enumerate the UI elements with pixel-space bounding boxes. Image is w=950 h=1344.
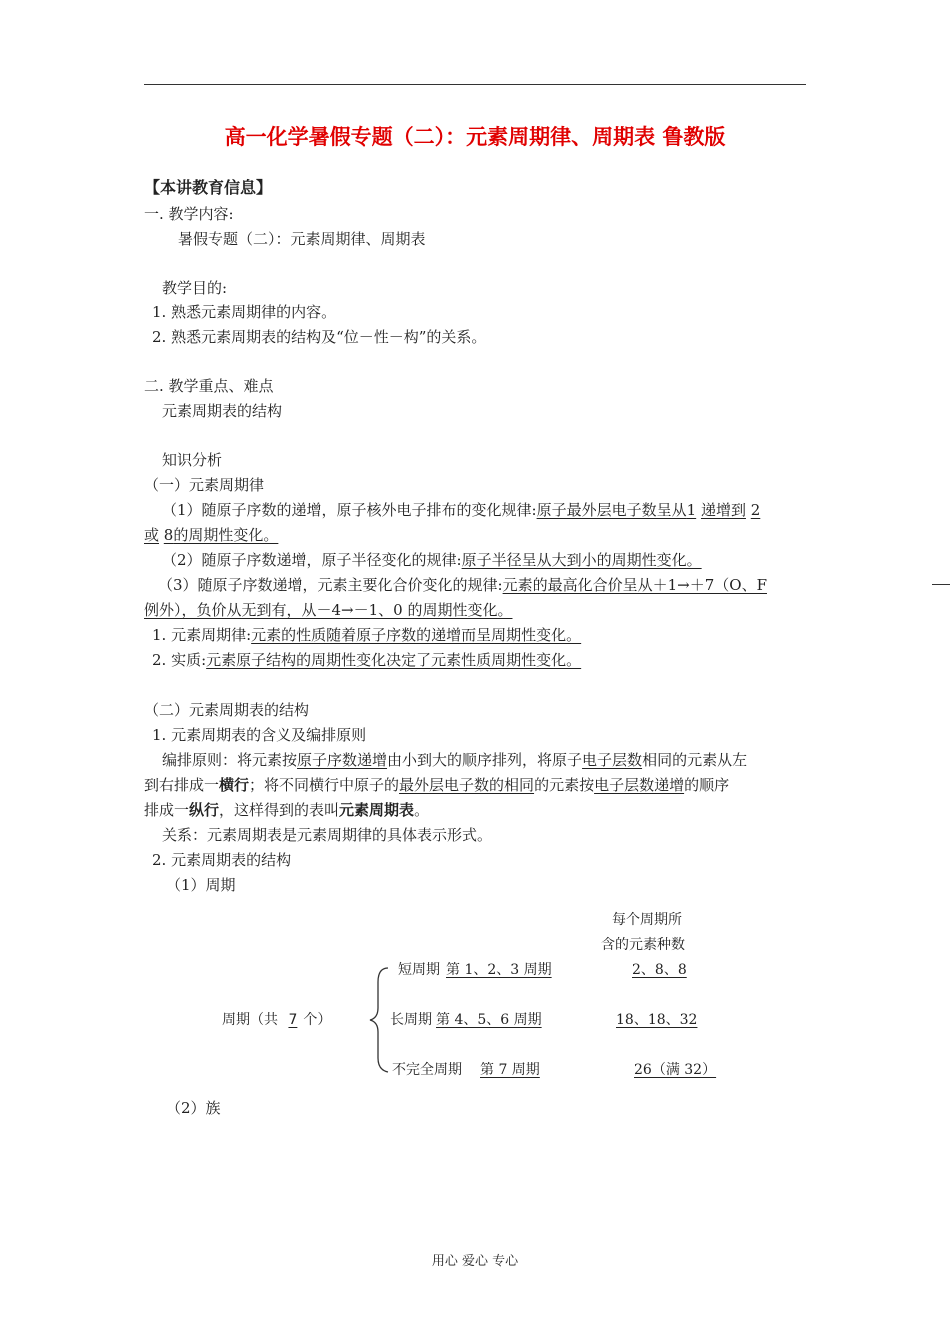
law-item-1-or: 或: [144, 526, 160, 544]
long-period-range: 第 4、5、6 周期: [436, 1012, 542, 1028]
short-period-range: 第 1、2、3 周期: [446, 962, 552, 978]
principle-text-2c: 的元素按: [534, 776, 595, 794]
principle-answer-2: 电子层数: [582, 751, 643, 769]
principle-line-2: [144, 775, 729, 795]
law-item-1-line1: [162, 500, 760, 520]
goal-2: 2. 熟悉元素周期表的结构及“位－性－构”的关系。: [152, 328, 487, 346]
subheading-meaning: 1. 元素周期表的含义及编排原则: [152, 726, 367, 744]
subheading-period: （1）周期: [166, 876, 236, 894]
heading-teaching-goal: 教学目的:: [162, 279, 228, 297]
diagram-root-unit: 个）: [303, 1012, 332, 1028]
law-item-1-intro: （1）随原子序数的递增，原子核外电子排布的变化规律:: [162, 501, 537, 519]
heading-key-points: 二. 教学重点、难点: [144, 377, 274, 395]
law-item-3-intro: （3）随原子序数递增，元素主要化合价变化的规律:: [158, 576, 503, 594]
law-item-3-answer-2: 例外），负价从无到有，从－4→－1、0 的周期性变化。: [144, 601, 513, 619]
essence-answer: 元素原子结构的周期性变化决定了元素性质周期性变化。: [206, 651, 582, 669]
incomplete-period-label: 不完全周期: [392, 1062, 462, 1078]
principle-text-2d: 的顺序: [684, 776, 730, 794]
section-heading: 【本讲教育信息】: [144, 178, 273, 197]
short-period-count: 2、8、8: [632, 962, 687, 978]
heading-periodic-law: （一）元素周期律: [144, 476, 265, 494]
principle-line-3: [144, 800, 429, 820]
law-item-2-answer: 原子半径呈从大到小的周期性变化。: [461, 551, 702, 569]
principle-answer-4: 电子层数递增: [594, 776, 685, 794]
subheading-group: （2）族: [166, 1099, 221, 1117]
period-row-long: [390, 1010, 546, 1030]
law-item-1-answer: 原子最外层电子数呈从: [536, 501, 687, 519]
diagram-root-count: 7: [288, 1012, 298, 1028]
diagram-root-label: 周期（共: [222, 1012, 278, 1028]
periodic-law-essence: [152, 650, 581, 670]
subheading-structure: 2. 元素周期表的结构: [152, 851, 292, 869]
long-period-label: 长周期: [390, 1012, 432, 1028]
long-period-count: 18、18、32: [616, 1012, 698, 1028]
topic-line: 暑假专题（二）：元素周期律、周期表: [178, 230, 426, 248]
law-item-1-line2: [144, 525, 278, 545]
law-item-3-line1: [158, 575, 767, 595]
law-item-1-mid: 递增到: [700, 501, 746, 519]
principle-text-3c: 。: [414, 801, 430, 819]
header-rule: [144, 84, 806, 85]
diagram-root: [222, 1010, 331, 1030]
heading-table-structure: （二）元素周期表的结构: [144, 701, 310, 719]
principle-text-1b: 由小到大的顺序排列，将原子: [387, 751, 583, 769]
period-row-incomplete: [392, 1060, 546, 1080]
principle-text-1a: 编排原则：将元素按: [162, 751, 298, 769]
law-item-2-intro: （2）随原子序数递增，原子半径变化的规律:: [162, 551, 462, 569]
short-period-label: 短周期: [398, 962, 440, 978]
law-item-1-end: 的周期性变化。: [173, 526, 279, 544]
principle-answer-1: 原子序数递增: [297, 751, 388, 769]
margin-mark: [932, 584, 950, 585]
principle-answer-3: 最外层电子数的相同: [399, 776, 535, 794]
principle-text-2a: 到右排成一: [144, 776, 220, 794]
incomplete-period-count: 26（满 32）: [634, 1062, 717, 1078]
definition-answer: 元素的性质随着原子序数的递增而呈周期性变化。: [251, 626, 582, 644]
key-point-text: 元素周期表的结构: [162, 402, 283, 420]
heading-teaching-content: 一. 教学内容:: [144, 205, 234, 223]
diagram-header-1: 每个周期所: [612, 912, 682, 928]
page-title: 高一化学暑假专题（二）：元素周期律、周期表 鲁教版: [224, 125, 726, 149]
essence-label: 2. 实质:: [152, 651, 207, 669]
periodic-law-definition: [152, 625, 581, 645]
principle-bold-row: 横行: [219, 776, 250, 794]
definition-label: 1. 元素周期律:: [152, 626, 252, 644]
principle-text-3b: ，这样得到的表叫: [219, 801, 340, 819]
incomplete-period-range: 第 7 周期: [480, 1062, 540, 1078]
principle-text-2b: ；将不同横行中原子的: [249, 776, 400, 794]
principle-text-3a: 排成一: [144, 801, 190, 819]
diagram-header-2: 含的元素种数: [601, 937, 685, 953]
principle-bold-table: 元素周期表: [339, 801, 415, 819]
relation-line: 关系：元素周期表是元素周期律的具体表示形式。: [162, 826, 493, 844]
principle-bold-column: 纵行: [189, 801, 220, 819]
law-item-3-answer-1: 元素的最高化合价呈从＋1→＋7（O、F: [502, 576, 767, 594]
law-item-3-line2: [144, 600, 512, 620]
principle-text-1c: 相同的元素从左: [642, 751, 748, 769]
law-item-1-num2: 2: [750, 501, 761, 519]
law-item-2: [162, 550, 702, 570]
page-footer: 用心 爱心 专心: [431, 1254, 519, 1269]
heading-knowledge: 知识分析: [162, 451, 223, 469]
period-row-short: [398, 960, 558, 980]
law-item-1-num1: 1: [686, 501, 697, 519]
law-item-1-num3: 8: [163, 526, 174, 544]
goal-1: 1. 熟悉元素周期律的内容。: [152, 303, 337, 321]
principle-line-1: [162, 750, 747, 770]
